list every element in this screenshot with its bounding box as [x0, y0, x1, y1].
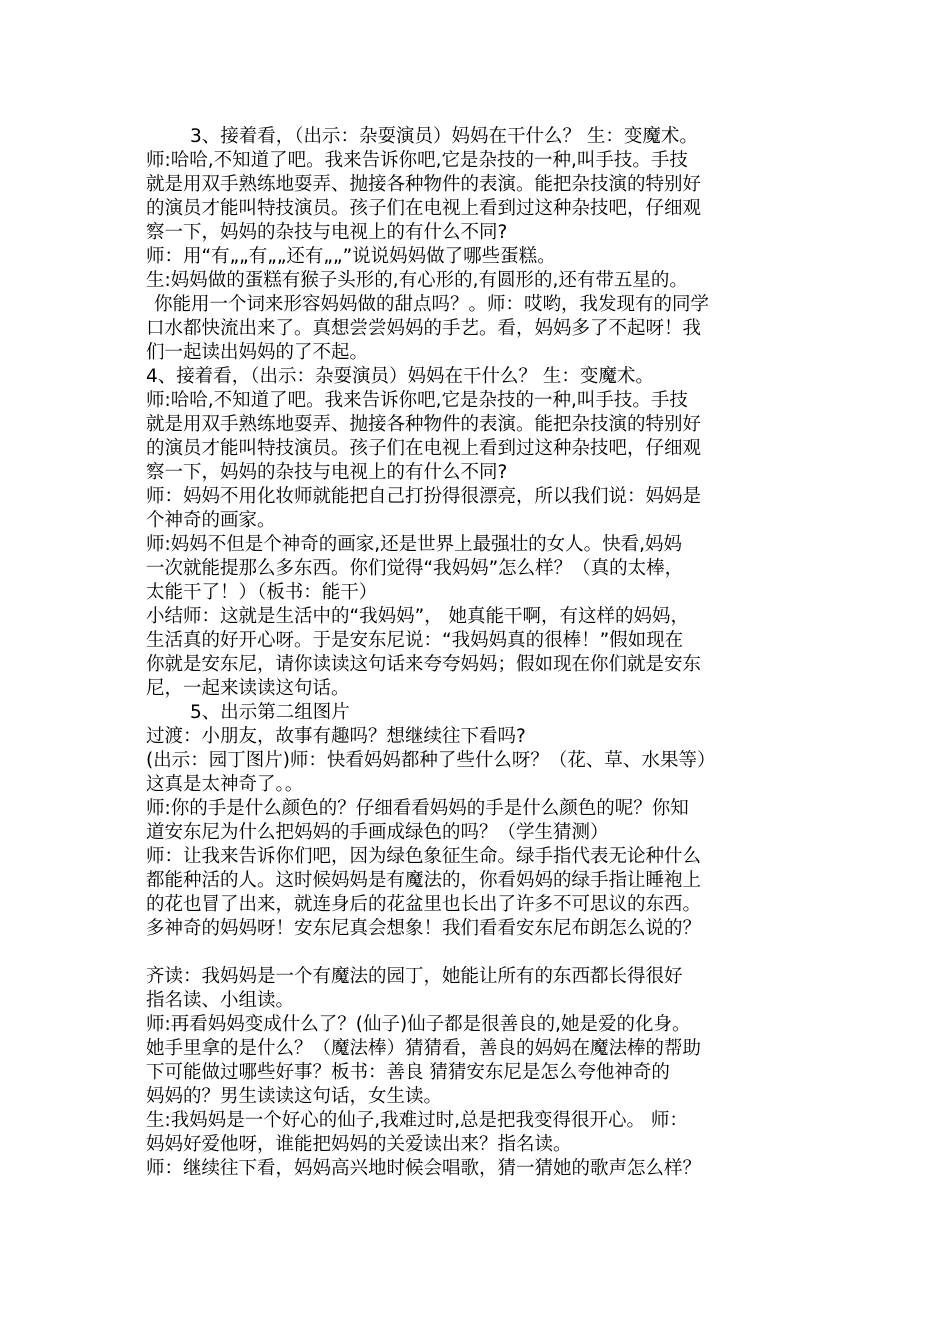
text-line: 生:我妈妈是一个好心的仙子,我难过时,总是把我变得很开心。 师：	[146, 1110, 688, 1131]
document-page	[146, 125, 826, 1181]
text-line: 口水都快流出来了。真想尝尝妈妈的手艺。看，妈妈多了不起呀！我	[146, 318, 702, 339]
text-line: 生活真的好开心呀。于是安东尼说：“我妈妈真的很棒！”假如现在	[146, 630, 684, 651]
text-line: 一次就能提那么多东西。你们觉得“我妈妈”怎么样？（真的太棒，	[146, 558, 684, 579]
text-line: 就是用双手熟练地耍弄、抛接各种物件的表演。能把杂技演的特别好	[146, 414, 702, 435]
text-line: 察一下，妈妈的杂技与电视上的有什么不同?	[146, 462, 508, 483]
text-line: 的演员才能叫特技演员。孩子们在电视上看到过这种杂技吧，仔细观	[146, 198, 702, 219]
text-line: 师：继续往下看，妈妈高兴地时候会唱歌，猜一猜她的歌声怎么样？	[146, 1158, 702, 1179]
text-line: 妈妈的？男生读读这句话，女生读。	[146, 1086, 443, 1107]
text-line: 师：用“有„„有„„还有„„”说说妈妈做了哪些蛋糕。	[146, 246, 556, 267]
text-line: 师:再看妈妈变成什么了？(仙子)仙子都是很善良的,她是爱的化身。	[146, 1014, 691, 1035]
text-line: 的花也冒了出来，就连身后的花盆里也长出了许多不可思议的东西。	[146, 894, 702, 915]
blank-line	[146, 941, 826, 965]
text-line: 的演员才能叫特技演员。孩子们在电视上看到过这种杂技吧，仔细观	[146, 438, 702, 459]
text-line: 察一下，妈妈的杂技与电视上的有什么不同?	[146, 222, 508, 243]
text-line: 都能种活的人。这时候妈妈是有魔法的，你看妈妈的绿手指让睡袍上	[146, 870, 702, 891]
text-line: 妈妈好爱他呀，谁能把妈妈的关爱读出来？指名读。	[146, 1134, 572, 1155]
text-line: 4、接着看，（出示：杂耍演员）妈妈在干什么？ 生：变魔术。	[146, 366, 654, 387]
text-line: 道安东尼为什么把妈妈的手画成绿色的吗？（学生猜测）	[146, 822, 609, 843]
text-line: 师:哈哈,不知道了吧。我来告诉你吧,它是杂技的一种,叫手技。手技	[146, 150, 688, 171]
text-line: 就是用双手熟练地耍弄、抛接各种物件的表演。能把杂技演的特别好	[146, 174, 702, 195]
text-line: 生:妈妈做的蛋糕有猴子头形的,有心形的,有圆形的,还有带五星的。	[146, 270, 688, 291]
text-line: 3、接着看，（出示：杂耍演员）妈妈在干什么？ 生：变魔术。	[190, 126, 698, 147]
text-line: 5、出示第二组图片	[190, 702, 350, 723]
text-line: 师：让我来告诉你们吧，因为绿色象征生命。绿手指代表无论种什么	[146, 846, 702, 867]
text-line: 你能用一个词来形容妈妈做的甜点吗？。师：哎哟，我发现有的同学	[154, 294, 710, 315]
text-line: 师:你的手是什么颜色的？仔细看看妈妈的手是什么颜色的呢？你知	[146, 798, 689, 819]
text-line: 你就是安东尼，请你读读这句话来夸夸妈妈；假如现在你们就是安东	[146, 654, 702, 675]
text-line: 这真是太神奇了。。	[146, 774, 304, 795]
text-line: 师:哈哈,不知道了吧。我来告诉你吧,它是杂技的一种,叫手技。手技	[146, 390, 688, 411]
text-line: 师：妈妈不用化妆师就能把自己打扮得很漂亮，所以我们说：妈妈是	[146, 486, 702, 507]
text-line: 齐读：我妈妈是一个有魔法的园丁，她能让所有的东西都长得很好	[146, 966, 683, 987]
text-line: 下可能做过哪些好事？板书：善良 猜猜安东尼是怎么夸他神奇的	[146, 1062, 670, 1083]
text-line: 个神奇的画家。	[146, 510, 276, 531]
text-line: 她手里拿的是什么？（魔法棒）猜猜看，善良的妈妈在魔法棒的帮助	[146, 1038, 702, 1059]
text-line: 师:妈妈不但是个神奇的画家,还是世界上最强壮的女人。快看,妈妈	[146, 534, 682, 555]
text-line: 多神奇的妈妈呀！安东尼真会想象！我们看看安东尼布朗怎么说的？	[146, 918, 702, 939]
text-line: 小结师：这就是生活中的“我妈妈”， 她真能干啊，有这样的妈妈，	[146, 606, 690, 627]
text-line: 太能干了！）（板书：能干）	[146, 582, 378, 603]
text-line: 指名读、小组读。	[146, 990, 295, 1011]
text-line: 过渡：小朋友，故事有趣吗？想继续往下看吗?	[146, 726, 526, 747]
text-line: 们一起读出妈妈的了不起。	[146, 342, 369, 363]
text-line: 尼，一起来读读这句话。	[146, 678, 350, 699]
text-line: (出示：园丁图片)师：快看妈妈都种了些什么呀？（花、草、水果等）	[146, 750, 716, 771]
